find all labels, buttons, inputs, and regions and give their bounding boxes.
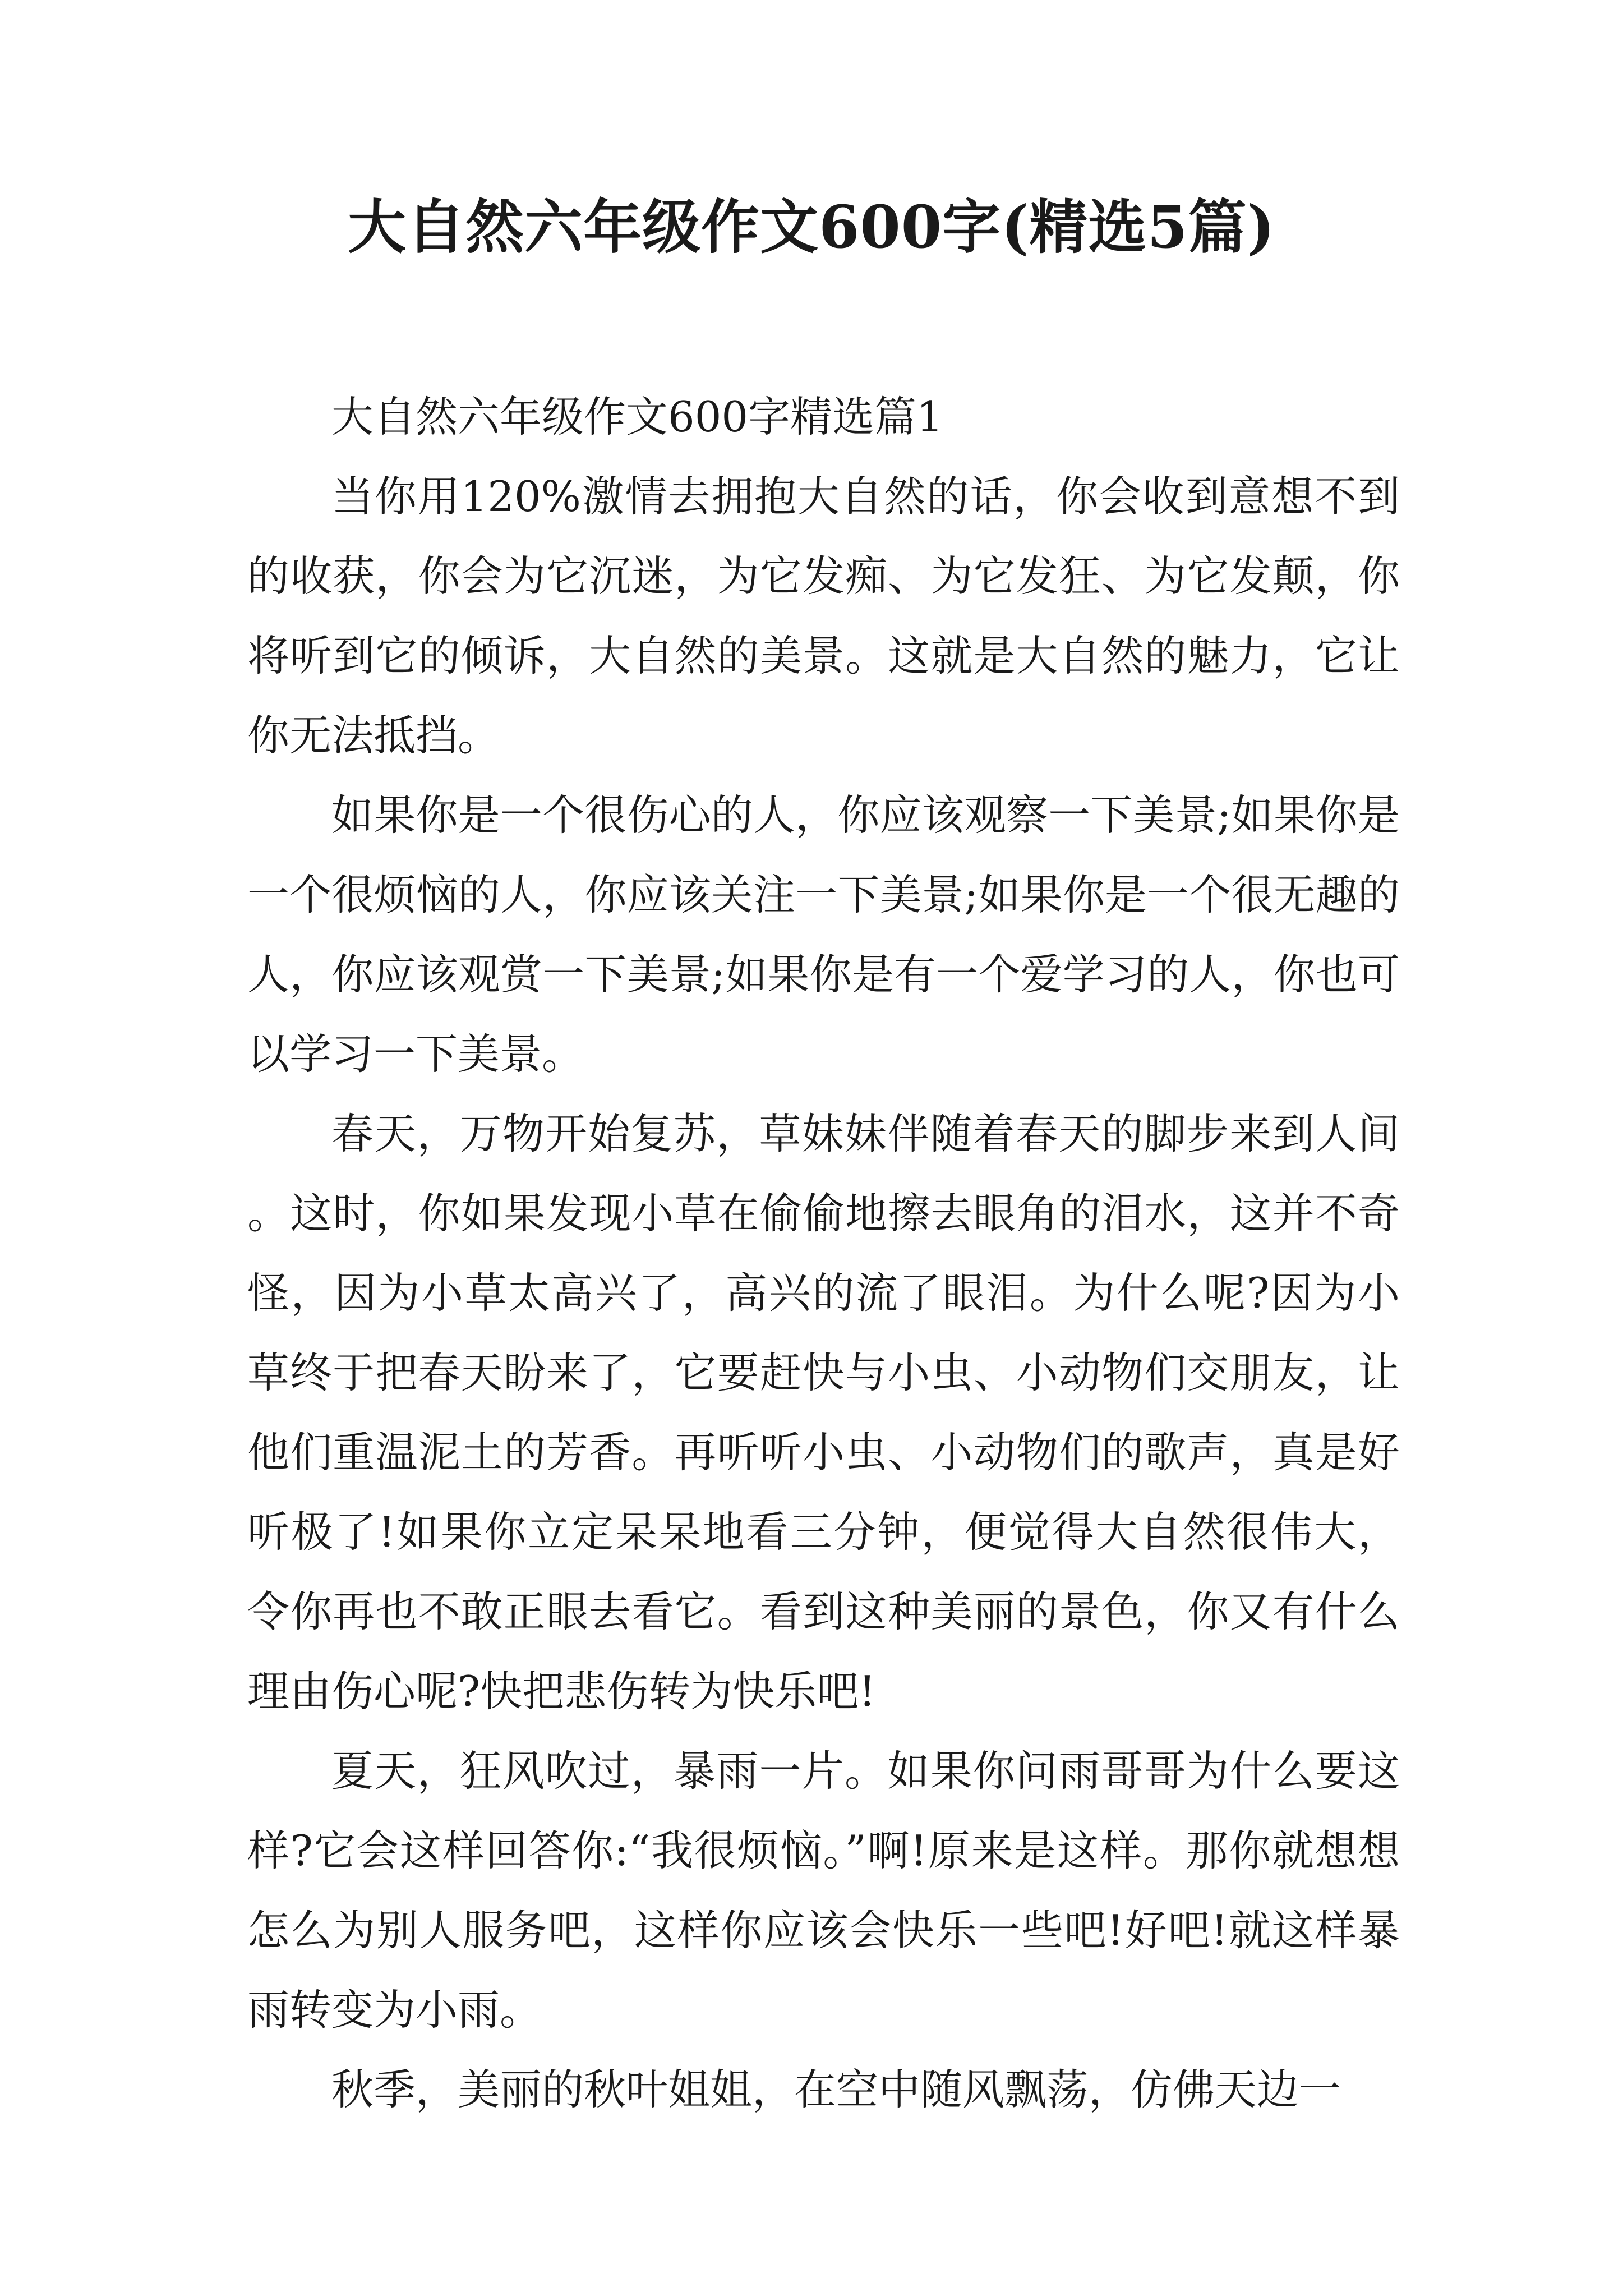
paragraph: 当你用120%激情去拥抱大自然的话，你会收到意想不到的收获，你会为它沉迷，为它发痴、为它发狂、为它发颠，你将听到它的倾诉，大自然的美景。这就是大自然的魅力，它让你无法抵挡。 (247, 472, 1400, 760)
document-body (247, 377, 1400, 2129)
paragraph-heading: 大自然六年级作文600字精选篇1 (331, 392, 943, 441)
paragraph: 秋季，美丽的秋叶姐姐，在空中随风飘荡，仿佛天边一 (331, 2065, 1341, 2114)
paragraph: 夏天，狂风吹过，暴雨一片。如果你问雨哥哥为什么要这样?它会这样回答你:“我很烦恼。”啊!原来是这样。那你就想想怎么为别人服务吧，这样你应该会快乐一些吧!好吧!就这样暴雨转变为小雨。 (247, 1746, 1400, 2035)
paragraph: 春天，万物开始复苏，草妹妹伴随着春天的脚步来到人间。这时，你如果发现小草在偷偷地擦去眼角的泪水，这并不奇怪，因为小草太高兴了，高兴的流了眼泪。为什么呢?因为小草终于把春天盼来了，它要赶快与小虫、小动物们交朋友，让他们重温泥土的芳香。再听听小虫、小动物们的歌声，真是好听极了!如果你立定呆呆地看三分钟，便觉得大自然很伟大，令你再也不敢正眼去看它。看到这种美丽的景色，你又有什么理由伤心呢?快把悲伤转为快乐吧! (247, 1109, 1400, 1716)
document-title: 大自然六年级作文600字(精选5篇) (348, 192, 1275, 261)
paragraph: 如果你是一个很伤心的人，你应该观察一下美景;如果你是一个很烦恼的人，你应该关注一下美景;如果你是一个很无趣的人，你应该观赏一下美景;如果你是有一个爱学习的人，你也可以学习一下美景。 (247, 790, 1400, 1079)
